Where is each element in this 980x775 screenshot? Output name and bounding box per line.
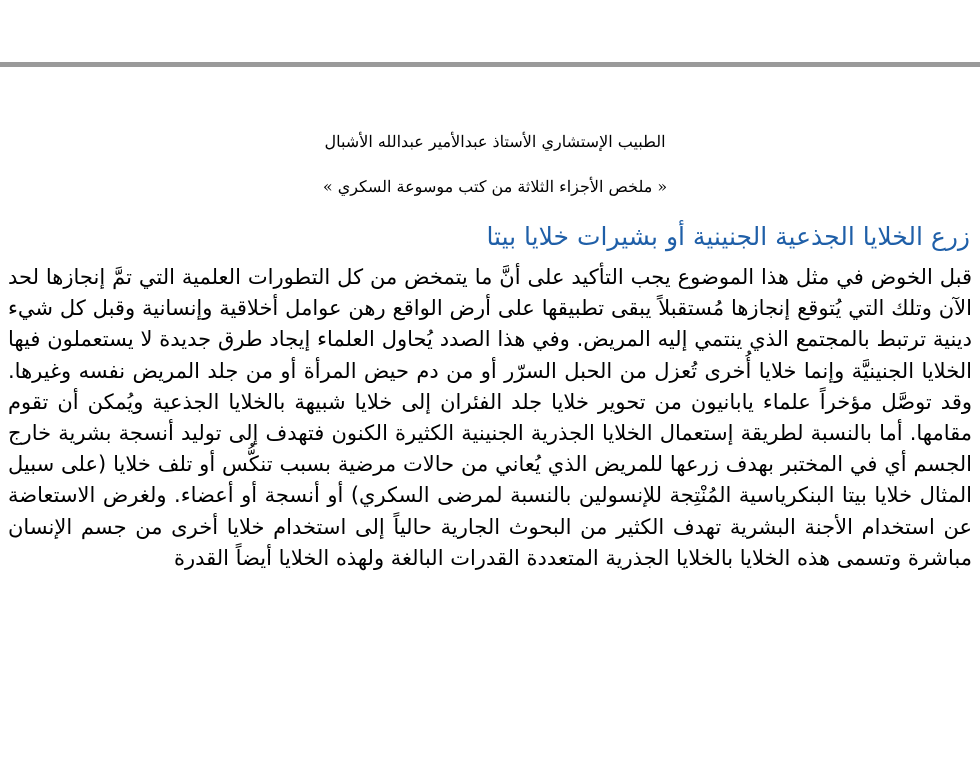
- author-line: الطبيب الإستشاري الأستاذ عبدالأمير عبدالله الأشبال: [324, 132, 666, 151]
- body-paragraph: قبل الخوض في مثل هذا الموضوع يجب التأكيد على أنَّ ما يتمخض من كل التطورات العلمية التي تمَّ إنجازها لحد الآن وتلك التي يُتوقع إنجازها مُستقبلاً يبقى تطبيقها على أرض الواقع رهن عوامل أخلاقية وإنسانية وقبل كل شيء دينية ترتبط بالمجتمع الذي ينتمي إليه المريض. وفي هذا الصدد يُحاول العلماء إيجاد طرق جديدة لا يستعملون فيها الخلايا الجنينيَّة وإنما خلايا أُخرى تُعزل من الحبل السرّر أو من دم حيض المرأة أو من جلد المريض نفسه وغيرها. وقد توصَّل مؤخراً علماء يابانيون من تحوير خلايا جلد الفئران إلى خلايا شبيهة بالخلايا الجذعية ويُمكن أن تقوم مقامها. أما بالنسبة لطريقة إستعمال الخلايا الجذرية الجنينية الكثيرة الكنون فتهدف إلى توليد أنسجة بشرية خارج الجسم أي في المختبر بهدف زرعها للمريض الذي يُعاني من حالات مرضية بسبب تنكُّس أو تلف خلايا (على سبيل المثال خلايا بيتا البنكرياسية المُنْتِجة للإنسولين بالنسبة لمرضى السكري) أو أنسجة أو أعضاء. ولغرض الاستعاضة عن استخدام الأجنة البشرية تهدف الكثير من البحوث الجارية حالياً إلى استخدام خلايا أخرى من جسم الإنسان مباشرة وتسمى هذه الخلايا بالخلايا الجذرية المتعددة القدرات البالغة ولهذه الخلايا أيضاً القدرة: [8, 265, 972, 570]
- source-note: « ملخص الأجزاء الثلاثة من كتب موسوعة السكري »: [322, 177, 668, 196]
- section-heading: زرع الخلايا الجذعية الجنينية أو بشيرات خلايا بيتا: [486, 222, 970, 251]
- top-divider: [0, 62, 980, 67]
